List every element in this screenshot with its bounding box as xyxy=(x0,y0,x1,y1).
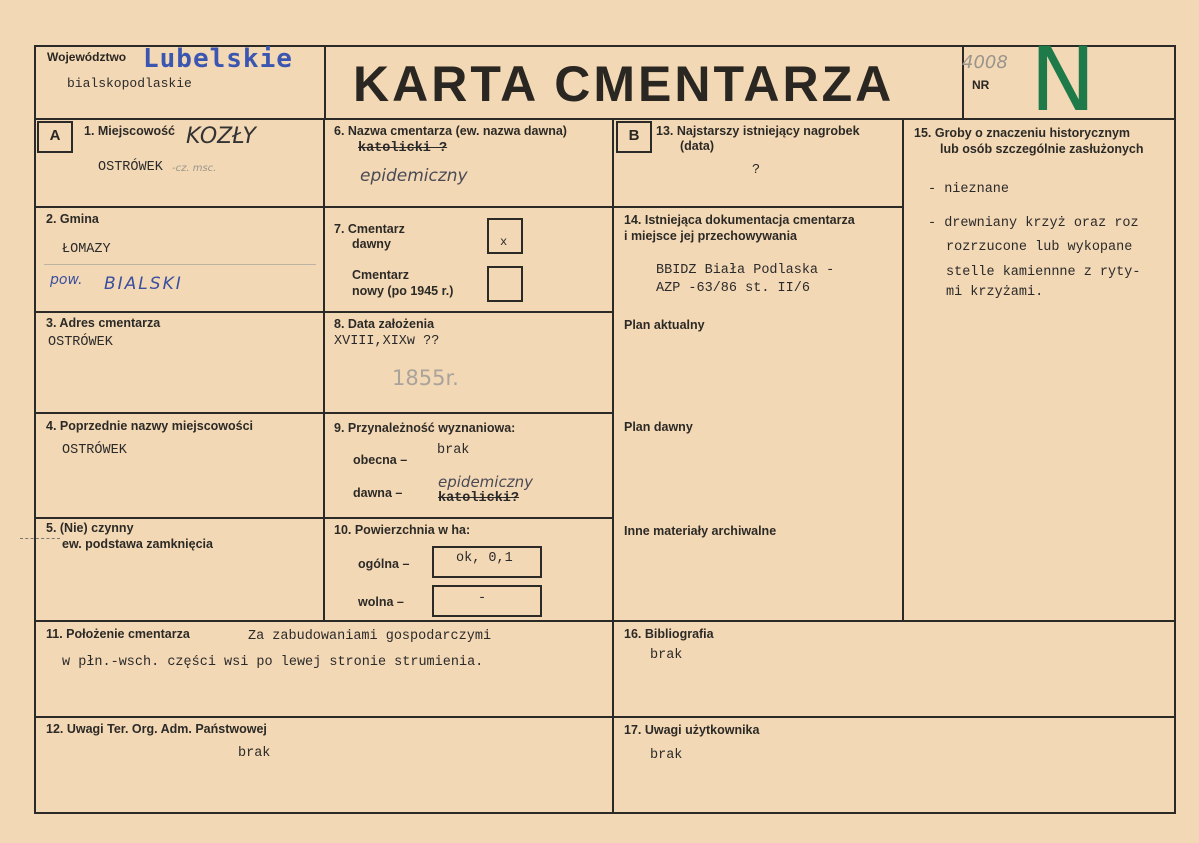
f1-note: -cz. msc. xyxy=(172,163,217,174)
row-line-3 xyxy=(34,412,614,414)
plan-dawny-label: Plan dawny xyxy=(624,420,693,434)
row-line-1a xyxy=(34,206,614,208)
divider-col3 xyxy=(902,118,904,622)
f13-label-1: 13. Najstarszy istniejący nagrobek xyxy=(656,124,860,138)
f14-label-2: i miejsce jej przechowywania xyxy=(624,229,797,243)
f5-label-2: ew. podstawa zamknięcia xyxy=(62,537,213,551)
nr-pencil: 4008 xyxy=(962,52,1008,73)
f14-label-1: 14. Istniejąca dokumentacja cmentarza xyxy=(624,213,855,227)
header-divider xyxy=(34,118,1176,120)
f11-line-2: w płn.-wsch. części wsi po lewej stronie strumienia. xyxy=(62,655,484,670)
f10-wolna-label: wolna – xyxy=(358,595,404,609)
f7-label-2b: nowy (po 1945 r.) xyxy=(352,284,454,298)
nr-mark: N xyxy=(1030,28,1096,131)
row-line-1b xyxy=(612,206,904,208)
f7-label-2a: Cmentarz xyxy=(352,268,409,282)
row-line-5 xyxy=(34,620,1176,622)
f1-value: OSTRÓWEK xyxy=(98,160,163,175)
f8-value: XVIII,XIXw ?? xyxy=(334,334,440,349)
wojewodztwo-sub: bialskopodlaskie xyxy=(67,76,192,91)
border-bottom xyxy=(34,812,1176,814)
f1-label: 1. Miejscowość xyxy=(84,124,176,138)
f7-label-1a: 7. Cmentarz xyxy=(334,222,405,236)
page-title: KARTA CMENTARZA xyxy=(353,56,895,112)
f9-dawna-struck: katolicki? xyxy=(438,491,520,506)
f2-label: 2. Gmina xyxy=(46,212,99,226)
f4-label: 4. Poprzednie nazwy miejscowości xyxy=(46,419,254,433)
f10-label: 10. Powierzchnia w ha: xyxy=(334,523,471,537)
f15-label-2: lub osób szczególnie zasłużonych xyxy=(940,142,1144,156)
f11-line-1: Za zabudowaniami gospodarczymi xyxy=(248,629,492,644)
wojewodztwo-label: Województwo xyxy=(47,50,127,64)
f15-line-3: rozrzucone lub wykopane xyxy=(946,240,1133,255)
f7-nowy-checkbox xyxy=(487,266,523,302)
f5-label-1: 5. (Nie) czynny xyxy=(46,521,134,535)
f5-pencil-dash xyxy=(20,538,60,539)
f12-value: brak xyxy=(238,746,271,761)
f2-pow-label: pow. xyxy=(50,272,83,288)
f10-wolna-value: - xyxy=(478,591,487,606)
divider-col1 xyxy=(323,118,325,620)
f13-label-2: (data) xyxy=(680,139,715,153)
f2-pow-value: BIALSKI xyxy=(104,274,183,294)
f12-label: 12. Uwagi Ter. Org. Adm. Państwowej xyxy=(46,722,267,736)
f6-label: 6. Nazwa cmentarza (ew. nazwa dawna) xyxy=(334,124,567,138)
f3-label: 3. Adres cmentarza xyxy=(46,316,161,330)
f14-line-1: BBIDZ Biała Podlaska - xyxy=(656,263,835,278)
f15-line-2: - drewniany krzyż oraz roz xyxy=(928,216,1139,231)
f16-value: brak xyxy=(650,648,683,663)
f9-dawna-label: dawna – xyxy=(353,486,403,500)
f17-label: 17. Uwagi użytkownika xyxy=(624,723,760,737)
f9-obecna-label: obecna – xyxy=(353,453,408,467)
f8-pencil: 1855r. xyxy=(392,366,459,390)
f15-label-1: 15. Groby o znaczeniu historycznym xyxy=(914,126,1131,140)
f7-mark: x xyxy=(500,235,508,249)
f15-line-4: stelle kamiennne z ryty- xyxy=(946,265,1141,280)
f13-value: ? xyxy=(752,163,761,178)
f10-ogolna-label: ogólna – xyxy=(358,557,410,571)
section-b-box: B xyxy=(616,121,652,153)
row-line-4 xyxy=(34,517,614,519)
f4-value: OSTRÓWEK xyxy=(62,443,127,458)
wojewodztwo-value: Lubelskie xyxy=(143,44,293,74)
divider-header-1 xyxy=(324,45,326,120)
f15-line-5: mi krzyżami. xyxy=(946,285,1044,300)
f6-struck: katolicki ? xyxy=(358,141,448,156)
f7-label-1b: dawny xyxy=(352,237,391,251)
plan-aktualny-label: Plan aktualny xyxy=(624,318,705,332)
f9-label: 9. Przynależność wyznaniowa: xyxy=(334,421,516,435)
f3-value: OSTRÓWEK xyxy=(48,335,113,350)
section-a-box: A xyxy=(37,121,73,153)
f14-line-2: AZP -63/86 st. II/6 xyxy=(656,281,810,296)
row-line-2 xyxy=(34,311,614,313)
f2-separator xyxy=(44,264,316,265)
f8-label: 8. Data założenia xyxy=(334,317,435,331)
f1-hand: KOZŁY xyxy=(186,124,256,149)
f16-label: 16. Bibliografia xyxy=(624,627,714,641)
nr-label: NR xyxy=(972,78,990,92)
f6-hand: epidemiczny xyxy=(360,166,468,186)
f15-line-1: - nieznane xyxy=(928,182,1010,197)
f2-value: ŁOMAZY xyxy=(62,242,111,257)
f10-wolna-box xyxy=(432,585,542,617)
f17-value: brak xyxy=(650,748,683,763)
inne-materialy-label: Inne materiały archiwalne xyxy=(624,524,777,538)
row-line-6 xyxy=(34,716,1176,718)
f9-dawna-hand: epidemiczny xyxy=(438,473,533,491)
f11-label: 11. Położenie cmentarza xyxy=(46,627,190,641)
border-left xyxy=(34,45,36,814)
f9-obecna-value: brak xyxy=(437,443,470,458)
border-right xyxy=(1174,45,1176,814)
divider-col2 xyxy=(612,118,614,814)
f10-ogolna-value: ok, 0,1 xyxy=(456,551,513,566)
